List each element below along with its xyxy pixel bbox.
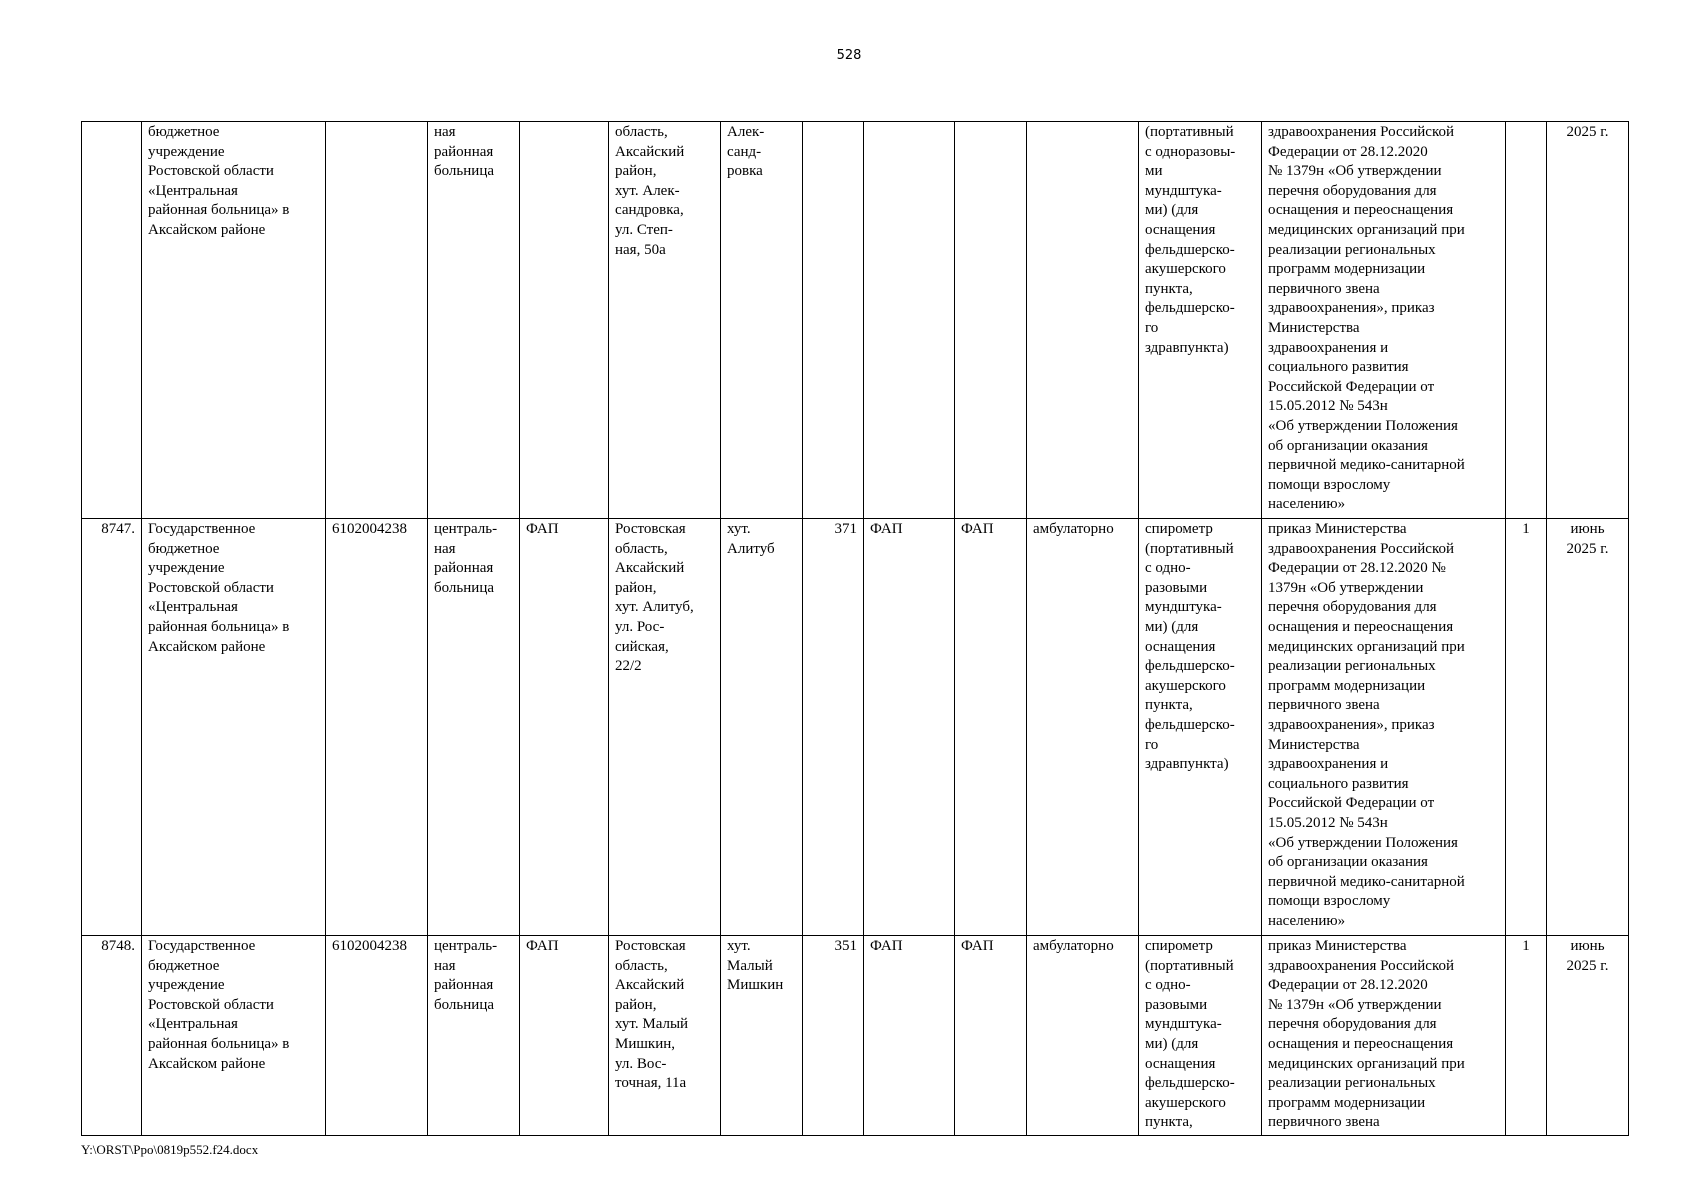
legal-basis: приказ Министерства здравоохранения Российской Федерации от 28.12.2020 № 1379н «Об утверждении перечня оборудования для оснащения и переоснащения медицинских организаций при реализации региональных программ модернизации первичного звена здравоохранения», приказ Министерства здравоохранения и социального развития Российской Федерации от 15.05.2012 № 543н «Об утверждении Положения об организации оказания первичной медико-санитарной помощи взрослому населению» — [1262, 519, 1506, 936]
unit-type — [864, 122, 955, 519]
row-number — [82, 122, 142, 519]
unit-subtype — [955, 122, 1027, 519]
structural-unit — [520, 122, 609, 519]
table-row — [82, 936, 1629, 1136]
unit-type: ФАП — [864, 936, 955, 1136]
delivery-date: 2025 г. — [1547, 122, 1629, 519]
locality: хут. Алитуб — [721, 519, 803, 936]
row-number: 8747. — [82, 519, 142, 936]
inn — [326, 122, 428, 519]
quantity: 1 — [1506, 936, 1547, 1136]
organization-type: централь- ная районная больница — [428, 519, 520, 936]
population — [803, 122, 864, 519]
organization-type: централь- ная районная больница — [428, 936, 520, 1136]
structural-unit: ФАП — [520, 519, 609, 936]
unit-subtype: ФАП — [955, 519, 1027, 936]
quantity: 1 — [1506, 519, 1547, 936]
equipment: (портативный с одноразовы- ми мундштука- ми) (для оснащения фельдшерско- акушерского пункта, фельдшерско- го здравпункта) — [1139, 122, 1262, 519]
equipment: спирометр (портативный с одно- разовыми мундштука- ми) (для оснащения фельдшерско- акушерского пункта, — [1139, 936, 1262, 1136]
unit-subtype: ФАП — [955, 936, 1027, 1136]
legal-basis: приказ Министерства здравоохранения Российской Федерации от 28.12.2020 № 1379н «Об утверждении перечня оборудования для оснащения и переоснащения медицинских организаций при реализации региональных программ модернизации первичного звена — [1262, 936, 1506, 1136]
equipment: спирометр (портативный с одно- разовыми мундштука- ми) (для оснащения фельдшерско- акушерского пункта, фельдшерско- го здравпункта) — [1139, 519, 1262, 936]
table-row — [82, 519, 1629, 936]
row-number: 8748. — [82, 936, 142, 1136]
population: 371 — [803, 519, 864, 936]
structural-unit: ФАП — [520, 936, 609, 1136]
inn: 6102004238 — [326, 936, 428, 1136]
unit-type: ФАП — [864, 519, 955, 936]
organization-name: Государственное бюджетное учреждение Ростовской области «Центральная районная больница» в Аксайском районе — [142, 519, 326, 936]
care-conditions — [1027, 122, 1139, 519]
care-conditions: амбулаторно — [1027, 519, 1139, 936]
address: Ростовская область, Аксайский район, хут. Алитуб, ул. Рос- сийская, 22/2 — [609, 519, 721, 936]
care-conditions: амбулаторно — [1027, 936, 1139, 1136]
locality: Алек- санд- ровка — [721, 122, 803, 519]
delivery-date: июнь 2025 г. — [1547, 519, 1629, 936]
address: область, Аксайский район, хут. Алек- сандровка, ул. Степ- ная, 50а — [609, 122, 721, 519]
organization-name: бюджетное учреждение Ростовской области «Центральная районная больница» в Аксайском районе — [142, 122, 326, 519]
delivery-date: июнь 2025 г. — [1547, 936, 1629, 1136]
equipment-table — [81, 121, 1629, 1136]
population: 351 — [803, 936, 864, 1136]
footer-file-path: Y:\ORST\Ppo\0819p552.f24.docx — [81, 1142, 259, 1157]
address: Ростовская область, Аксайский район, хут. Малый Мишкин, ул. Вос- точная, 11а — [609, 936, 721, 1136]
locality: хут. Малый Мишкин — [721, 936, 803, 1136]
organization-name: Государственное бюджетное учреждение Ростовской области «Центральная районная больница» в Аксайском районе — [142, 936, 326, 1136]
organization-type: ная районная больница — [428, 122, 520, 519]
page-number: 528 — [836, 48, 862, 63]
table-row — [82, 122, 1629, 519]
quantity — [1506, 122, 1547, 519]
inn: 6102004238 — [326, 519, 428, 936]
legal-basis: здравоохранения Российской Федерации от 28.12.2020 № 1379н «Об утверждении перечня оборудования для оснащения и переоснащения медицинских организаций при реализации региональных программ модернизации первичного звена здравоохранения», приказ Министерства здравоохранения и социального развития Российской Федерации от 15.05.2012 № 543н «Об утверждении Положения об организации оказания первичной медико-санитарной помощи взрослому населению» — [1262, 122, 1506, 519]
